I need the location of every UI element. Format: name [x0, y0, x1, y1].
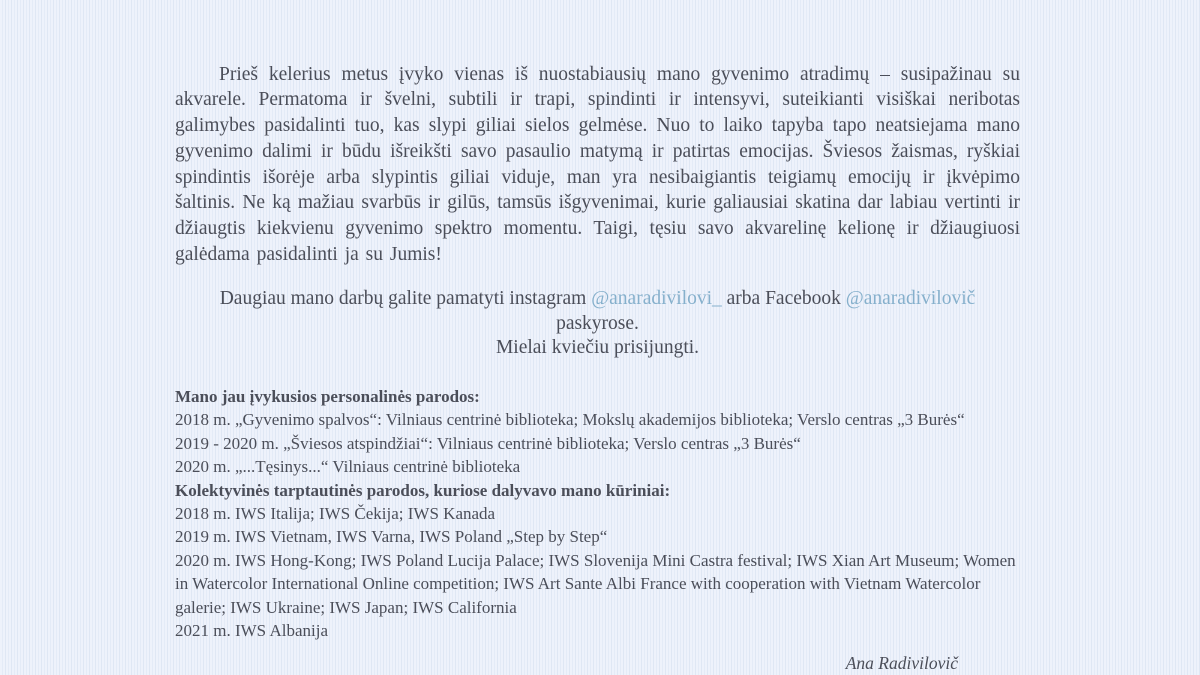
personal-exhibition-item: 2020 m. „...Tęsinys...“ Vilniaus centrinė biblioteka: [175, 457, 521, 477]
intro-paragraph: Prieš kelerius metus įvyko vienas iš nuostabiausių mano gyvenimo atradimų – susipažinau su akvarele. Permatoma ir švelni, subtili ir trapi, spindinti ir intensyvi, suteikianti visiškai neribotas galimybes pasidalinti tuo, kas slypi giliai sielos gelmėse. Nuo to laiko tapyba tapo neatsiejama mano gyvenimo dalimi ir būdu išreikšti savo pasaulio matymą ir patirtas emocijas. Šviesos žaismas, ryškiai spindintis išorėje arba slypintis giliai viduje, man yra nesibaigiantis teigiamų emocijų ir įkvėpimo šaltinis. Ne ką mažiau svarbūs ir gilūs, tamsūs išgyvenimai, kurie galiausiai skatina dar labiau vertinti ir džiaugtis kiekvienu gyvenimo spektro momentu. Taigi, tęsiu savo akvarelinę kelionę ir džiaugiuosi galėdama pasidalinti ja su Jumis!: [175, 63, 1020, 266]
author-signature: Ana Radivilovič: [845, 653, 958, 674]
personal-exhibition-item: 2018 m. „Gyvenimo spalvos“: Vilniaus centrinė biblioteka; Mokslų akademijos biblioteka; Verslo centras „3 Burės“: [175, 410, 965, 430]
group-exhibition-item: 2021 m. IWS Albanija: [175, 620, 328, 640]
social-prefix-text: Daugiau mano darbų galite pamatyti instagram: [219, 288, 592, 310]
facebook-handle-link[interactable]: @anaradivilovič: [845, 288, 976, 310]
social-line-3: Mielai kviečiu prisijungti.: [495, 337, 700, 359]
social-middle-text: arba Facebook: [721, 288, 846, 310]
page-content: [175, 42, 1020, 674]
social-line-1: [175, 287, 1020, 312]
group-exhibition-item: 2019 m. IWS Vietnam, IWS Varna, IWS Poland „Step by Step“: [175, 527, 608, 547]
social-block: [175, 287, 1020, 361]
group-exhibitions-heading: Kolektyvinės tarptautinės parodos, kuriose dalyvavo mano kūriniai:: [175, 480, 671, 500]
personal-exhibitions-heading: Mano jau įvykusios personalinės parodos:: [175, 386, 480, 406]
personal-exhibition-item: 2019 - 2020 m. „Šviesos atspindžiai“: Vilniaus centrinė biblioteka; Verslo centras „3 Burės“: [175, 433, 801, 453]
instagram-handle-link[interactable]: @anaradivilovi_: [591, 288, 722, 310]
group-exhibition-item: 2018 m. IWS Italija; IWS Čekija; IWS Kanada: [175, 503, 496, 523]
group-exhibition-item: 2020 m. IWS Hong-Kong; IWS Poland Lucija Palace; IWS Slovenija Mini Castra festival; IWS Xian Art Museum; Women in Watercolor International Online competition; IWS Art Sante Albi France with cooperation with Vietnam Watercolor galerie; IWS Ukraine; IWS Japan; IWS California: [175, 550, 1016, 617]
social-line-2: paskyrose.: [556, 312, 639, 334]
exhibitions-section: [175, 385, 1020, 642]
